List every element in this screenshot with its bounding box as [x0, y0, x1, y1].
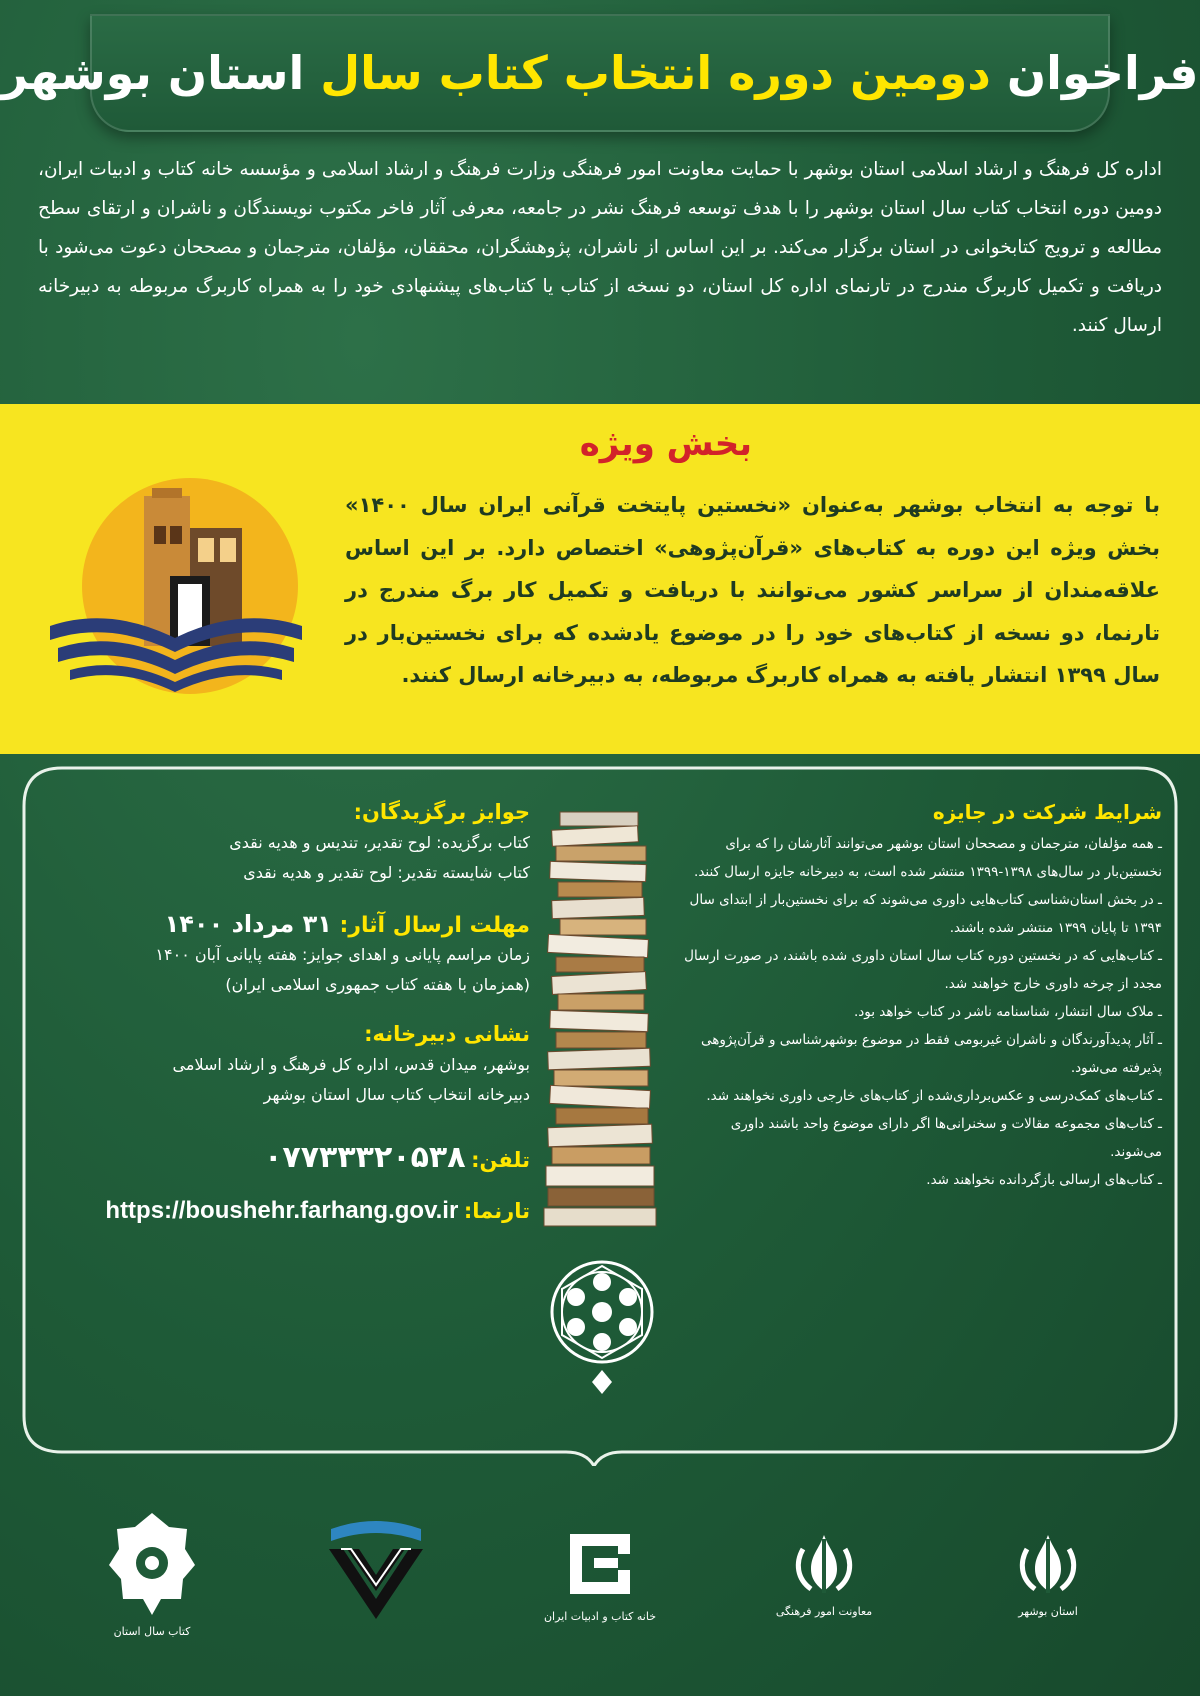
address-line: دبیرخانه انتخاب کتاب سال استان بوشهر	[263, 1085, 530, 1104]
title-part-1: فراخوان	[1006, 46, 1199, 100]
sponsor-logos	[40, 1474, 1160, 1674]
special-title: بخش ویژه	[579, 424, 752, 464]
title-part-3: کتاب سال	[320, 46, 548, 100]
title-part-2: دومین دوره انتخاب	[563, 46, 991, 100]
deadline-row	[40, 910, 530, 938]
logo-caption: خانه کتاب و ادبیات ایران	[543, 1610, 657, 1623]
logo-caption: معاونت امور فرهنگی	[775, 1605, 873, 1618]
condition-item: ـ در بخش استان‌شناسی کتاب‌هایی داوری می‌شوند که برای نخستین‌بار از ابتدای سال ۱۳۹۴ تا پایان ۱۳۹۹ منتشر شده باشند.	[689, 892, 1162, 936]
iran-emblem-icon	[1013, 1529, 1083, 1599]
awards-heading: جوایز برگزیدگان:	[353, 800, 530, 824]
ministry-culture-logo	[749, 1489, 899, 1659]
address-heading: نشانی دبیرخانه:	[364, 1022, 530, 1046]
logo-caption: استان بوشهر	[1018, 1605, 1078, 1618]
book-of-year-logo	[77, 1489, 227, 1659]
website-label: تارنما:	[463, 1199, 530, 1223]
condition-item: ـ همه مؤلفان، مترجمان و مصححان استان بوشهر می‌توانند آثارشان را که برای نخستین‌بار در سال‌های ۱۳۹۸-۱۳۹۹ منتشر شده است، به دبیرخانه جایزه ارسال کنند.	[694, 836, 1162, 880]
condition-item: ـ کتاب‌های کمک‌درسی و عکس‌برداری‌شده از کتاب‌های خارجی داوری نخواهند شد.	[706, 1088, 1162, 1104]
bushehr-emblem-icon	[40, 466, 310, 696]
book-of-year-logo-icon	[107, 1509, 197, 1619]
intro-paragraph: اداره کل فرهنگ و ارشاد اسلامی استان بوشهر با حمایت معاونت امور فرهنگی وزارت فرهنگ و ارشاد اسلامی و مؤسسه خانه کتاب و ادبیات ایران، دومین دوره انتخاب کتاب سال استان بوشهر را با هدف توسعه فرهنگ نشر در جامعه، معرفی آثار فاخر مکتوب نویسندگان و ناشران و ارتقای سطح مطالعه و ترویج کتابخوانی در استان برگزار می‌کند. بر این اساس از ناشران، پژوهشگران، محققان، مؤلفان، مترجمان و مصححان دعوت می‌شود با دریافت و تکمیل کاربرگ مندرج در تارنمای اداره‌ کل استان، دو نسخه از کتاب یا کتاب‌های پیشنهادی خود را به همراه کاربرگ مربوطه به دبیرخانه ارسال کنند.	[38, 159, 1162, 336]
ceremony-note: (همزمان با هفته کتاب جمهوری اسلامی ایران)	[225, 975, 530, 994]
book-stack-icon	[542, 808, 662, 1228]
phone-label: تلفن:	[471, 1148, 530, 1172]
award-line: کتاب شایسته تقدیر: لوح تقدیر و هدیه نقدی	[243, 863, 530, 882]
condition-item: ـ آثار پدیدآورندگان و ناشران غیربومی فقط در موضوع بوشهرشناسی و قرآن‌پژوهی پذیرفته می‌شود.	[701, 1032, 1162, 1076]
address-line: بوشهر، میدان قدس، اداره کل فرهنگ و ارشاد اسلامی	[172, 1055, 530, 1074]
award-line: کتاب برگزیده: لوح تقدیر، تندیس و هدیه نقدی	[229, 833, 530, 852]
deadline-label: مهلت ارسال آثار:	[339, 913, 530, 938]
page-title	[2, 46, 1199, 100]
logo-caption: کتاب سال استان	[113, 1625, 191, 1638]
rosette-ornament-icon	[546, 1252, 658, 1402]
iran-emblem-icon	[789, 1529, 859, 1599]
conditions-heading: شرایط شرکت در جایزه	[932, 800, 1162, 824]
ceremony-line: زمان مراسم پایانی و اهدای جوایز: هفته پایانی آبان ۱۴۰۰	[155, 945, 530, 964]
condition-item: ـ کتاب‌های ارسالی بازگردانده نخواهند شد.	[926, 1172, 1162, 1188]
title-part-4: استان بوشهر	[1, 46, 305, 100]
phone-row	[40, 1140, 530, 1175]
khane-ketab-logo	[525, 1489, 675, 1659]
khane-ketab-logo-icon	[560, 1524, 640, 1604]
info-column	[40, 800, 530, 1225]
header-banner	[1, 14, 1199, 132]
condition-item: ـ ملاک سال انتشار، شناسنامه ناشر در کتاب خواهد بود.	[853, 1004, 1162, 1020]
special-text: با توجه به انتخاب بوشهر به‌عنوان «نخستین پایتخت قرآنی ایران سال ۱۴۰۰» بخش ویژه این دوره به کتاب‌های «قرآن‌پژوهی» اختصاص دارد. بر این اساس علاقه‌مندان از سراسر کشور می‌توانند با دریافت و تکمیل کار برگ مندرج در تارنما، دو نسخه از کتاب‌های خود را در موضوع یادشده که برای نخستین‌بار در سال ۱۳۹۹ انتشار یافته به همراه کاربرگ مربوطه، به دبیرخانه ارسال کنند.	[345, 493, 1160, 687]
condition-item: ـ کتاب‌های مجموعه مقالات و سخنرانی‌ها اگر دارای موضوع واحد باشند داوری می‌شوند.	[730, 1116, 1162, 1160]
conditions-column	[682, 800, 1162, 1194]
phone-value: ۰۷۷۳۳۳۲۰۵۳۸	[264, 1140, 466, 1175]
quran-capital-logo-icon	[321, 1519, 431, 1629]
website-link[interactable]: https://boushehr.farhang.gov.ir	[105, 1197, 459, 1224]
website-row	[40, 1197, 530, 1225]
deadline-value: ۳۱ مرداد ۱۴۰۰	[164, 910, 332, 938]
provincial-office-logo	[973, 1489, 1123, 1659]
quran-capital-logo	[301, 1489, 451, 1659]
condition-item: ـ کتاب‌هایی که در نخستین دوره کتاب سال استان داوری شده باشند، در صورت ارسال مجدد از چرخه داوری خارج خواهند شد.	[684, 948, 1162, 992]
